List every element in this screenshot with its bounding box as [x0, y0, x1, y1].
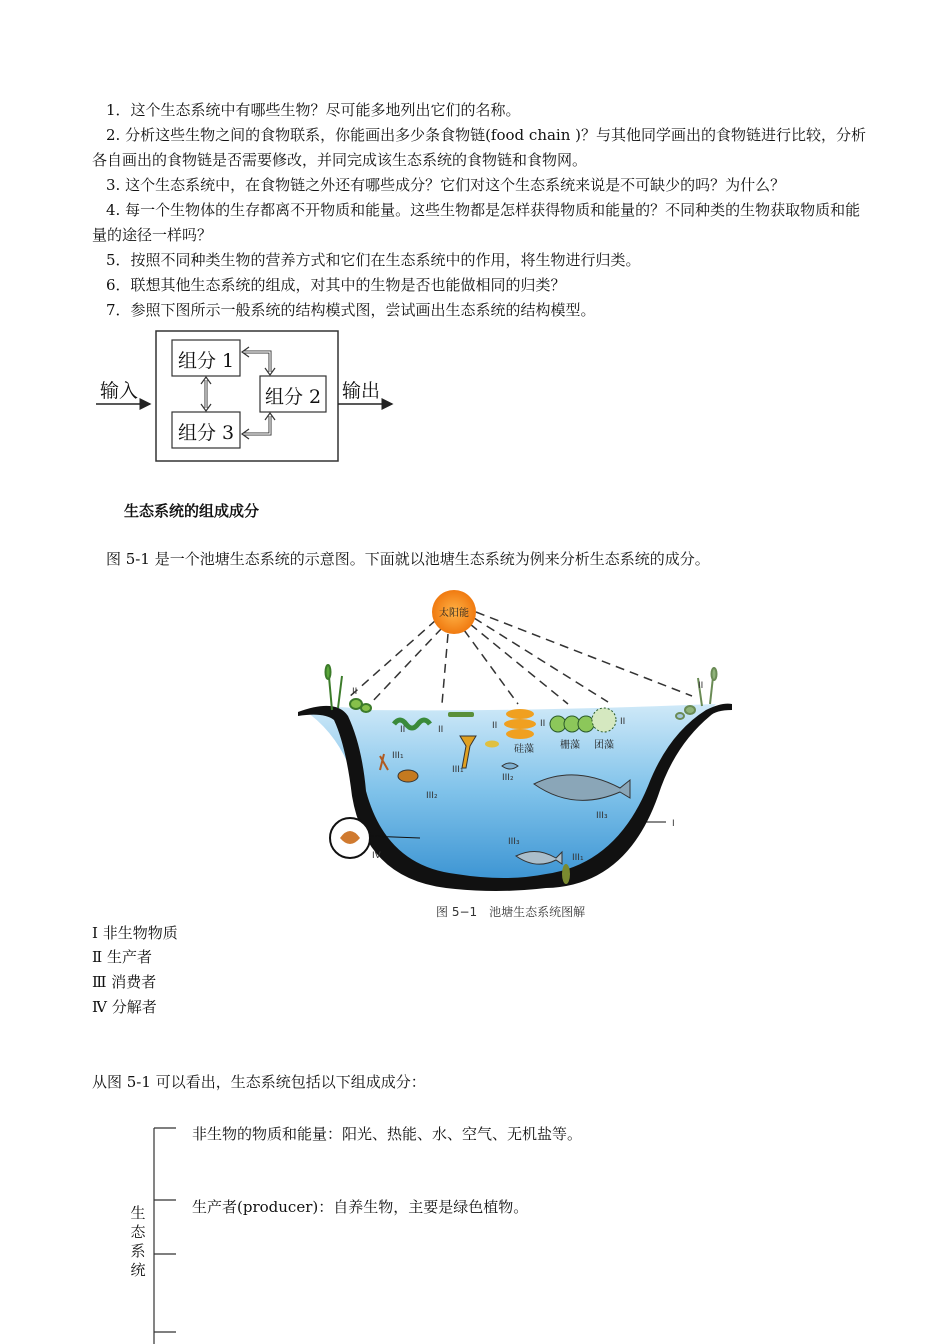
label-iii3-bottom: III₃: [508, 837, 520, 847]
label-iii2-fish: III₂: [502, 773, 514, 783]
diatom-icon: [506, 709, 534, 719]
label-char-4: 统: [130, 1261, 146, 1279]
label-ii-worm: II: [400, 725, 406, 735]
scenedesmus-label: 栅藻: [560, 740, 580, 751]
abiotic-component-text: 非生物的物质和能量：阳光、热能、水、空气、无机盐等。: [192, 1125, 583, 1143]
ecosystem-vertical-label: [128, 1204, 148, 1280]
question-2: 2. 分析这些生物之间的食物联系，你能画出多少条食物链(food chain )？与其他同学画出的食物链进行比较，分析各自画出的食物链是否需要修改，并同完成该生态系统的食物链和食物网。: [92, 126, 867, 169]
label-ii-right-reed: II: [698, 681, 704, 691]
question-6: 6．联想其他生态系统的组成，对其中的生物是否也能做相同的归类？: [106, 276, 566, 294]
question-3: 3. 这个生态系统中，在食物链之外还有哪些成分？它们对这个生态系统来说是不可缺少的吗？为什么？: [106, 176, 786, 194]
ecosystem-components-bracket: [120, 1120, 680, 1344]
input-label: 输入: [100, 380, 139, 402]
filament-algae-icon: [448, 712, 474, 717]
sun-label: 太阳能: [439, 608, 469, 619]
pond-illustration-svg: [296, 586, 736, 926]
legend-consumer: Ⅲ 消费者: [92, 973, 157, 991]
question-7: 7．参照下图所示一般系统的结构模式图，尝试画出生态系统的结构模型。: [106, 301, 596, 319]
water-flea-icon: [485, 741, 499, 748]
component-1-label: 组分 1: [178, 350, 235, 372]
beetle-icon: [398, 770, 418, 782]
snail-icon: [562, 864, 570, 884]
system-structure-diagram: [92, 328, 402, 468]
diatom-label: 硅藻: [514, 744, 534, 755]
intro-paragraph: 图 5-1 是一个池塘生态系统的示意图。下面就以池塘生态系统为例来分析生态系统的成分。: [106, 550, 710, 568]
legend-abiotic: Ⅰ 非生物物质: [92, 924, 178, 942]
pond-caption: 图 5−1 池塘生态系统图解: [436, 905, 586, 919]
volvox-icon: [592, 708, 616, 732]
question-1: 1．这个生态系统中有哪些生物？尽可能多地列出它们的名称。: [106, 101, 521, 119]
label-ii-reed: II: [352, 687, 358, 697]
output-label: 输出: [342, 380, 381, 402]
component-2-label: 组分 2: [265, 386, 322, 408]
legend-producer: Ⅱ 生产者: [92, 948, 152, 966]
label-iii3-fish: III₃: [596, 811, 608, 821]
question-5: 5．按照不同种类生物的营养方式和它们在生态系统中的作用，将生物进行归类。: [106, 251, 641, 269]
from-figure-text: 从图 5-1 可以看出，生态系统包括以下组成成分：: [92, 1073, 426, 1091]
sun-rays: [348, 612, 692, 704]
question-4: 4. 每一个生物体的生存都离不开物质和能量。这些生物都是怎样获得物质和能量的？不同种类的生物获取物质和能量的途径一样吗？: [92, 201, 861, 244]
producer-component-text: 生产者(producer)：自养生物，主要是绿色植物。: [192, 1198, 529, 1216]
component-3-label: 组分 3: [178, 422, 235, 444]
volvox-label: 团藻: [594, 740, 614, 751]
pond-ecosystem-figure: [296, 586, 736, 926]
label-ii-scenedesmus: II: [540, 719, 546, 729]
label-iv: IV: [372, 851, 381, 861]
label-iii1-larva: III₁: [452, 765, 464, 775]
label-iii1-snail: III₁: [572, 853, 584, 863]
label-i: I: [672, 819, 675, 829]
label-ii-filament: II: [438, 725, 444, 735]
label-ii-volvox: II: [620, 717, 626, 727]
legend-decomposer: Ⅳ 分解者: [92, 998, 157, 1016]
section-title: 生态系统的组成成分: [124, 502, 260, 520]
label-iii1-shrimp: III₁: [392, 751, 404, 761]
label-char-3: 系: [130, 1242, 146, 1260]
label-ii-diatom: II: [492, 721, 498, 731]
label-iii2-beetle: III₂: [426, 791, 438, 801]
reed-plants-left: [326, 665, 372, 712]
label-char-2: 态: [130, 1223, 146, 1241]
label-char-1: 生: [130, 1204, 146, 1222]
